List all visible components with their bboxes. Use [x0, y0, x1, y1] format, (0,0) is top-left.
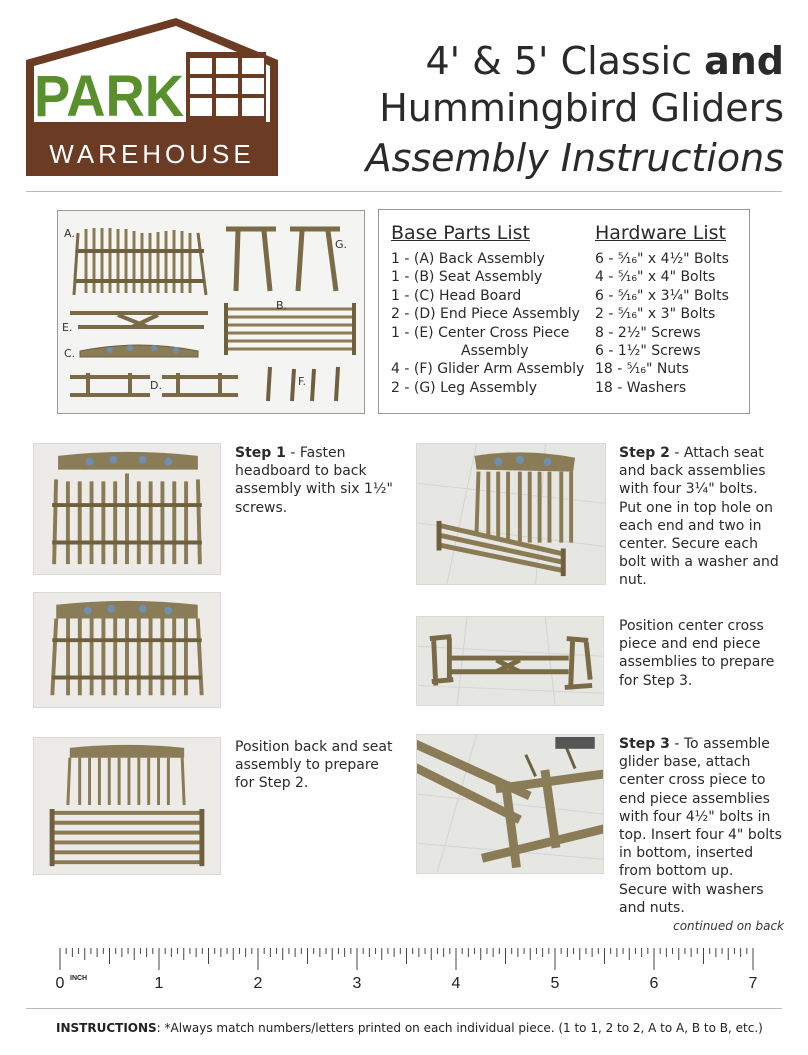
- ruler-label: 1: [154, 975, 164, 992]
- parts-list-panel: [378, 209, 750, 414]
- list-item: 2 - ⁵⁄₁₆" x 3" Bolts: [595, 306, 716, 323]
- footer-text: : *Always match numbers/letters printed on each individual piece. (1 to 1, 2 to 2, A to A, B to B, etc.): [156, 1021, 763, 1035]
- step1b-text: Position back and seat assembly to prepare for Step 2.: [235, 739, 393, 792]
- bottom-divider: [26, 1008, 782, 1009]
- logo-word-park: PARK: [34, 64, 185, 129]
- step3-body: - To assemble glider base, attach center cross piece to end piece assemblies with four 4½" bolts in top. Insert four 4" bolts in bottom, inserted from bottom up. Secure with washers and nuts.: [619, 736, 782, 916]
- base-parts-list: [391, 222, 601, 397]
- step1-photo-3: [33, 737, 221, 875]
- ruler-label: 5: [550, 975, 560, 992]
- parts-photo: [57, 210, 365, 414]
- title-line2: Hummingbird Gliders: [379, 86, 784, 130]
- document-title: [366, 38, 784, 184]
- part-label-e: E.: [62, 321, 73, 334]
- step1-photo-2: [33, 592, 221, 708]
- step2-photo-2: [416, 616, 604, 706]
- park-warehouse-logo: [26, 18, 278, 176]
- footer-instructions: [56, 1021, 763, 1035]
- part-label-c: C.: [64, 347, 76, 360]
- list-item: 2 - (D) End Piece Assembly: [391, 306, 580, 323]
- step2-photo-1: [416, 443, 606, 585]
- step1-body: - Fasten headboard to back assembly with six 1½" screws.: [235, 445, 393, 516]
- ruler-unit-label: INCH: [70, 975, 88, 982]
- step3-text: [619, 735, 785, 917]
- ruler-label: 0: [55, 975, 65, 992]
- list-item: 18 - ⁵⁄₁₆" Nuts: [595, 361, 689, 378]
- base-parts-heading: Base Parts List: [391, 222, 530, 244]
- title-line3: Assembly Instructions: [365, 136, 784, 180]
- step1-text: [235, 444, 395, 517]
- list-item: 18 - Washers: [595, 379, 687, 396]
- list-item: 1 - (E) Center Cross Piece: [391, 324, 570, 341]
- top-divider: [26, 191, 782, 192]
- step1-photo-1: [33, 443, 221, 575]
- inch-ruler: [52, 944, 762, 992]
- logo-word-warehouse: WAREHOUSE: [49, 139, 255, 169]
- step3-photo: [416, 734, 604, 874]
- step3-label: Step 3: [619, 736, 670, 752]
- list-item: 6 - ⁵⁄₁₆" x 4½" Bolts: [595, 251, 729, 267]
- part-label-g: G.: [335, 238, 348, 251]
- step2-body: - Attach seat and back assemblies with four 3¼" bolts. Put one in top hole on each end and two in center. Secure each bolt with a washer and nut.: [619, 445, 779, 589]
- list-item: 6 - 1½" Screws: [595, 343, 701, 360]
- hardware-heading: Hardware List: [595, 222, 726, 244]
- part-label-a: A.: [64, 227, 75, 240]
- part-label-f: F.: [298, 375, 307, 388]
- part-label-d: D.: [150, 379, 162, 392]
- footer-label: INSTRUCTIONS: [56, 1021, 157, 1035]
- ruler-label: 4: [451, 975, 461, 992]
- title-line1-a: 4' & 5' Classic: [425, 39, 705, 83]
- list-item: Assembly: [461, 343, 529, 360]
- title-line1-b: and: [704, 39, 784, 83]
- list-item: 8 - 2½" Screws: [595, 324, 701, 341]
- list-item: 1 - (C) Head Board: [391, 287, 522, 304]
- list-item: 4 - (F) Glider Arm Assembly: [391, 361, 585, 378]
- ruler-label: 6: [649, 975, 659, 992]
- step2-text: [619, 444, 779, 590]
- list-item: 2 - (G) Leg Assembly: [391, 379, 538, 396]
- list-item: 1 - (B) Seat Assembly: [391, 269, 543, 286]
- continued-note: continued on back: [673, 919, 784, 933]
- part-label-b: B.: [276, 299, 288, 312]
- step2-label: Step 2: [619, 445, 670, 461]
- list-item: 6 - ⁵⁄₁₆" x 3¼" Bolts: [595, 287, 729, 304]
- step2b-text: Position center cross piece and end piece assemblies to prepare for Step 3.: [619, 618, 775, 689]
- list-item: 1 - (A) Back Assembly: [391, 251, 545, 267]
- ruler-label: 3: [352, 975, 362, 992]
- step1-label: Step 1: [235, 445, 286, 461]
- ruler-label: 7: [748, 975, 758, 992]
- hardware-list: [595, 222, 745, 397]
- list-item: 4 - ⁵⁄₁₆" x 4" Bolts: [595, 269, 716, 286]
- ruler-label: 2: [253, 975, 263, 992]
